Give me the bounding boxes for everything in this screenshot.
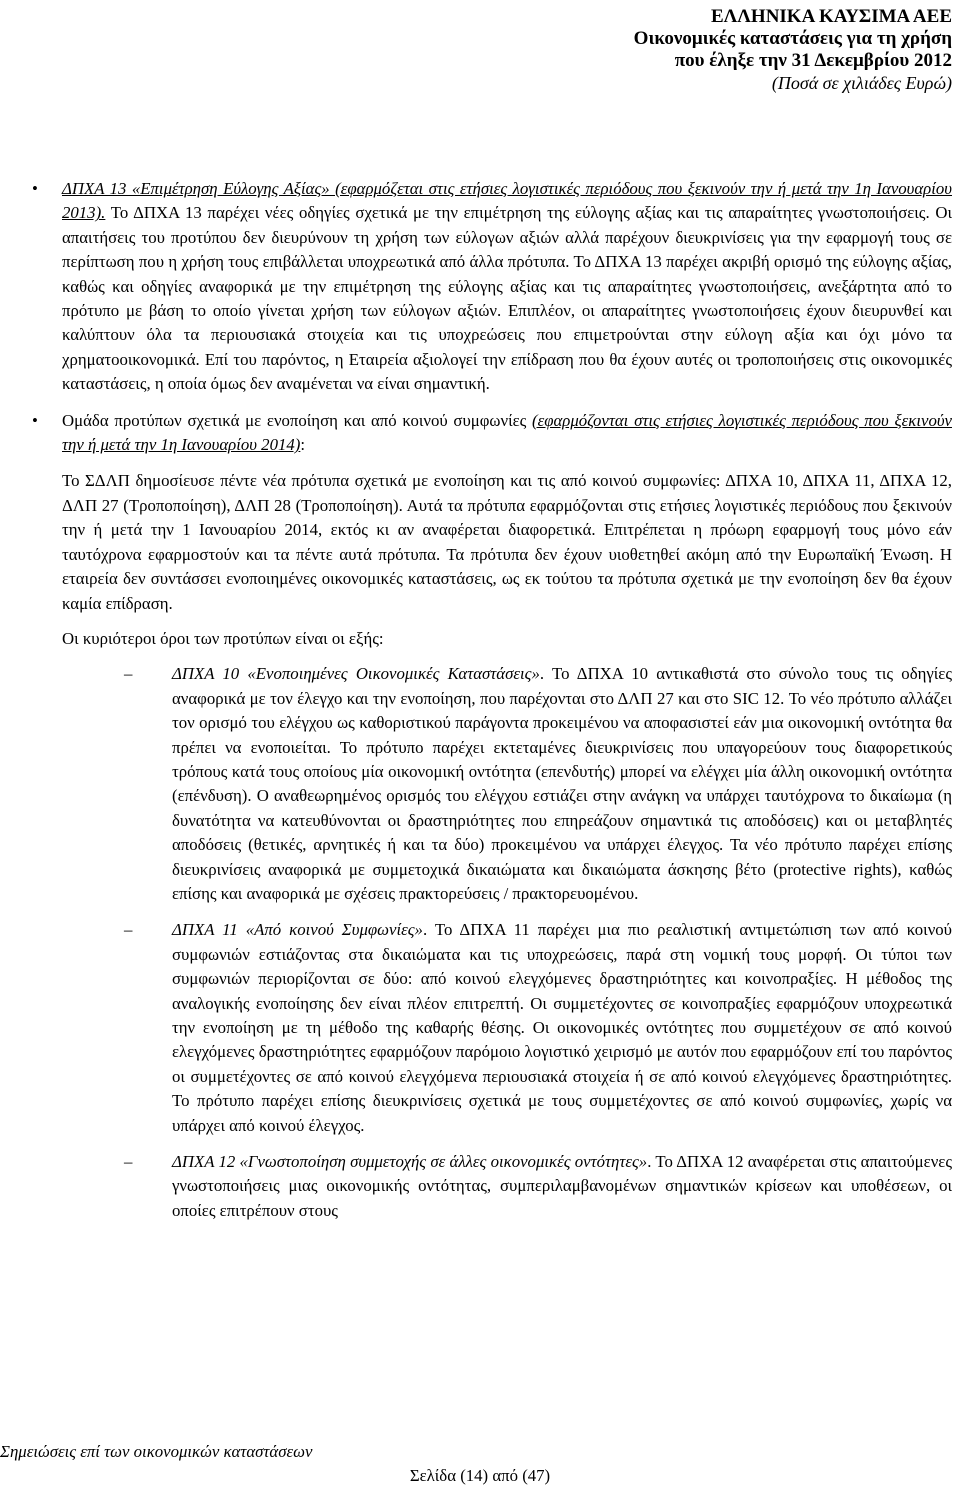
- ifrs13-title: ΔΠΧΑ 13 «Επιμέτρηση Εύλογης Αξίας» (εφαρμόζεται στις ετήσιες λογιστικές περιόδους που ξεκινούν την ή μετά την 1η Ιανουαρίου 2013).: [62, 179, 952, 223]
- dash-icon: –: [124, 1152, 133, 1172]
- ifrs12-title: ΔΠΧΑ 12 «Γνωστοποίηση συμμετοχής σε άλλες οικονομικές οντότητες»: [172, 1152, 648, 1172]
- bullet-icon: •: [32, 179, 38, 198]
- sub-item-ifrs12: [124, 1150, 953, 1223]
- page-header: [634, 6, 952, 94]
- sub-item-ifrs10: [124, 662, 952, 906]
- sub-item-ifrs11: [124, 918, 952, 1138]
- ifrs11-title: ΔΠΧΑ 11 «Από κοινού Συμφωνίες»: [172, 920, 423, 940]
- main-terms-paragraph: Οι κυριότεροι όροι των προτύπων είναι οι εξής:: [62, 628, 384, 648]
- consolidation-intro-paragraph: Το ΣΔΛΠ δημοσίευσε πέντε νέα πρότυπα σχετικά με ενοποίηση και τις από κοινού συμφωνίες: ΔΠΧΑ 10, ΔΠΧΑ 11, ΔΠΧΑ 12, ΔΛΠ 27 (Τροποποίηση), ΔΛΠ 28 (Τροποποίηση). Αυτά τα πρότυπα εφαρμόζονται στις ετήσιες λογιστικές περιόδους που ξεκινούν την ή μετά την 1 Ιανουαρίου 2014, εκτός κι αν αναφέρεται διαφορετικά. Επιτρέπεται η πρόωρη εφαρμογή τους μόνο εάν ταυτόχρονα εφαρμοστούν και τα πέντε αυτά πρότυπα. Τα πρότυπα δεν έχουν υιοθετηθεί ακόμη από την Ευρωπαϊκή Ένωση. Η εταιρεία δεν συντάσσει ενοποιημένες οικονομικές καταστάσεις, ως εκ τούτου τα πρότυπα σχετικά με την ενοποίηση δεν θα έχουν καμία επίδραση.: [62, 471, 952, 613]
- group-effective-note: (εφαρμόζονται στις ετήσιες λογιστικές περιόδους που ξεκινούν την ή μετά την 1η Ιανουαρίου 2014): [62, 410, 952, 455]
- ifrs11-body: . Το ΔΠΧΑ 11 παρέχει μια πιο ρεαλιστική αντιμετώπιση των από κοινού συμφωνιών εστιάζοντας στα δικαιώματα και τις υποχρεώσεις, παρά στη νομική τους μορφή. Οι τύποι των συμφωνιών περιορίζονται σε δύο: από κοινού ελεγχόμενες δραστηριότητες και κοινοπραξίες. Η μέθοδος της αναλογικής ενοποίησης δεν είναι πλέον επιτρεπτή. Οι συμμετέχοντες σε κοινοπραξίες εφαρμόζουν υποχρεωτικά την ενοποίηση με τη μέθοδο της καθαρής θέσης. Οι οικονομικές οντότητες που συμμετέχουν σε από κοινού ελεγχόμενες δραστηριότητες εφαρμόζουν παρόμοιο λογιστικό χειρισμό με αυτόν που εφαρμόζουν επί του παρόντος οι συμμετέχοντες σε από κοινού ελεγχόμενα περιουσιακά στοιχεία ή σε από κοινού ελεγχόμενες δραστηριότητες. Το πρότυπο παρέχει επίσης διευκρινίσεις σχετικά με τους συμμετέχοντες σε από κοινού συμφωνίες, χωρίς να υπάρχει από κοινού έλεγχος.: [172, 920, 952, 1135]
- bullet-consolidation-group: [32, 409, 952, 458]
- reporting-period: που έληξε την 31 Δεκεμβρίου 2012: [674, 50, 952, 71]
- currency-note: (Ποσά σε χιλιάδες Ευρώ): [771, 73, 952, 93]
- document-body: [32, 177, 953, 1235]
- group-colon: :: [300, 435, 306, 455]
- footer-notes-title: Σημειώσεις επί των οικονομικών καταστάσεων: [0, 1442, 313, 1461]
- ifrs13-body: Το ΔΠΧΑ 13 παρέχει νέες οδηγίες σχετικά με την επιμέτρηση της εύλογης αξίας και τις απαραίτητες γνωστοποιήσεις. Οι απαιτήσεις του προτύπου δεν διευρύνουν τη χρήση των εύλογων αξιών αλλά παρέχουν διευκρινίσεις για την εφαρμογή τους σε περίπτωση που η χρήση τους επιβάλλεται υποχρεωτικά από άλλα πρότυπα. Το ΔΠΧΑ 13 παρέχει ακριβή ορισμό της εύλογης αξίας, καθώς και οδηγίες αναφορικά με την επιμέτρηση της εύλογης αξίας και τις απαραίτητες γνωστοποιήσεις, ανεξάρτητα από το πρότυπο με βάση το οποίο γίνεται χρήση των εύλογων αξιών. Επιπλέον, οι απαραίτητες γνωστοποιήσεις έχουν διευρυνθεί και καλύπτουν όλα τα περιουσιακά στοιχεία και τις υποχρεώσεις που επιμετρούνται στην εύλογη αξία και όχι μόνο τα χρηματοοικονομικά. Επί του παρόντος, η Εταιρεία αξιολογεί την επίδραση που θα έχουν αυτές οι τροποποιήσεις στις οικονομικές καταστάσεις, η οποία όμως δεν αναμένεται να είναι σημαντική.: [62, 203, 952, 394]
- company-name: ΕΛΛΗΝΙΚΑ ΚΑΥΣΙΜΑ ΑΕΕ: [711, 6, 952, 27]
- bullet-icon: •: [32, 410, 38, 430]
- dash-icon: –: [124, 664, 133, 684]
- ifrs10-title: ΔΠΧΑ 10 «Ενοποιημένες Οικονομικές Καταστάσεις»: [172, 664, 540, 684]
- statements-title: Οικονομικές καταστάσεις για τη χρήση: [633, 28, 952, 49]
- group-lead: Ομάδα προτύπων σχετικά με ενοποίηση και από κοινού συμφωνίες: [62, 410, 533, 430]
- ifrs12-body: . Το ΔΠΧΑ 12 αναφέρεται στις απαιτούμενες γνωστοποιήσεις μιας οικονομικής οντότητας, συμπεριλαμβανομένων σημαντικών κρίσεων και υποθέσεων, οι οποίες επιτρέπουν στους: [172, 1152, 953, 1220]
- dash-icon: –: [124, 920, 133, 940]
- bullet-ifrs13: [32, 177, 952, 397]
- page-number: Σελίδα (14) από (47): [409, 1466, 551, 1485]
- ifrs10-body: . Το ΔΠΧΑ 10 αντικαθιστά στο σύνολο τους τις οδηγίες αναφορικά με τον έλεγχο και την ενοποίηση, που παρέχονται στο ΔΛΠ 27 και στο SIC 12. Το νέο πρότυπο αλλάζει τον ορισμό του ελέγχου ως καθοριστικού παράγοντα προκειμένου να αποφασιστεί εάν μια οικονομική οντότητα θα πρέπει να ενοποιείται. Το πρότυπο παρέχει εκτεταμένες διευκρινίσεις που υπαγορεύουν τους διαφορετικούς τρόπους κατά τους οποίους μία οικονομική οντότητα (επενδυτής) μπορεί να ελέγχει μία άλλη οικονομική οντότητα (επένδυση). Ο αναθεωρημένος ορισμός του ελέγχου εστιάζει στην ανάγκη να υπάρχει ταυτόχρονα το δικαίωμα (η δυνατότητα να κατευθύνονται οι δραστηριότητες που επηρεάζουν σημαντικά τις αποδόσεις) και οι μεταβλητές αποδόσεις (θετικές, αρνητικές ή και τα δύο) προκειμένου να υπάρχει έλεγχος. Τα νέο πρότυπο παρέχει επίσης διευκρινίσεις αναφορικά με συμμετοχικά δικαιώματα και δικαιώματα άσκησης βέτο (protective rights), καθώς επίσης και αναφορικά με σχέσεις πρακτορεύσεις / πρακτορευομένου.: [172, 664, 952, 903]
